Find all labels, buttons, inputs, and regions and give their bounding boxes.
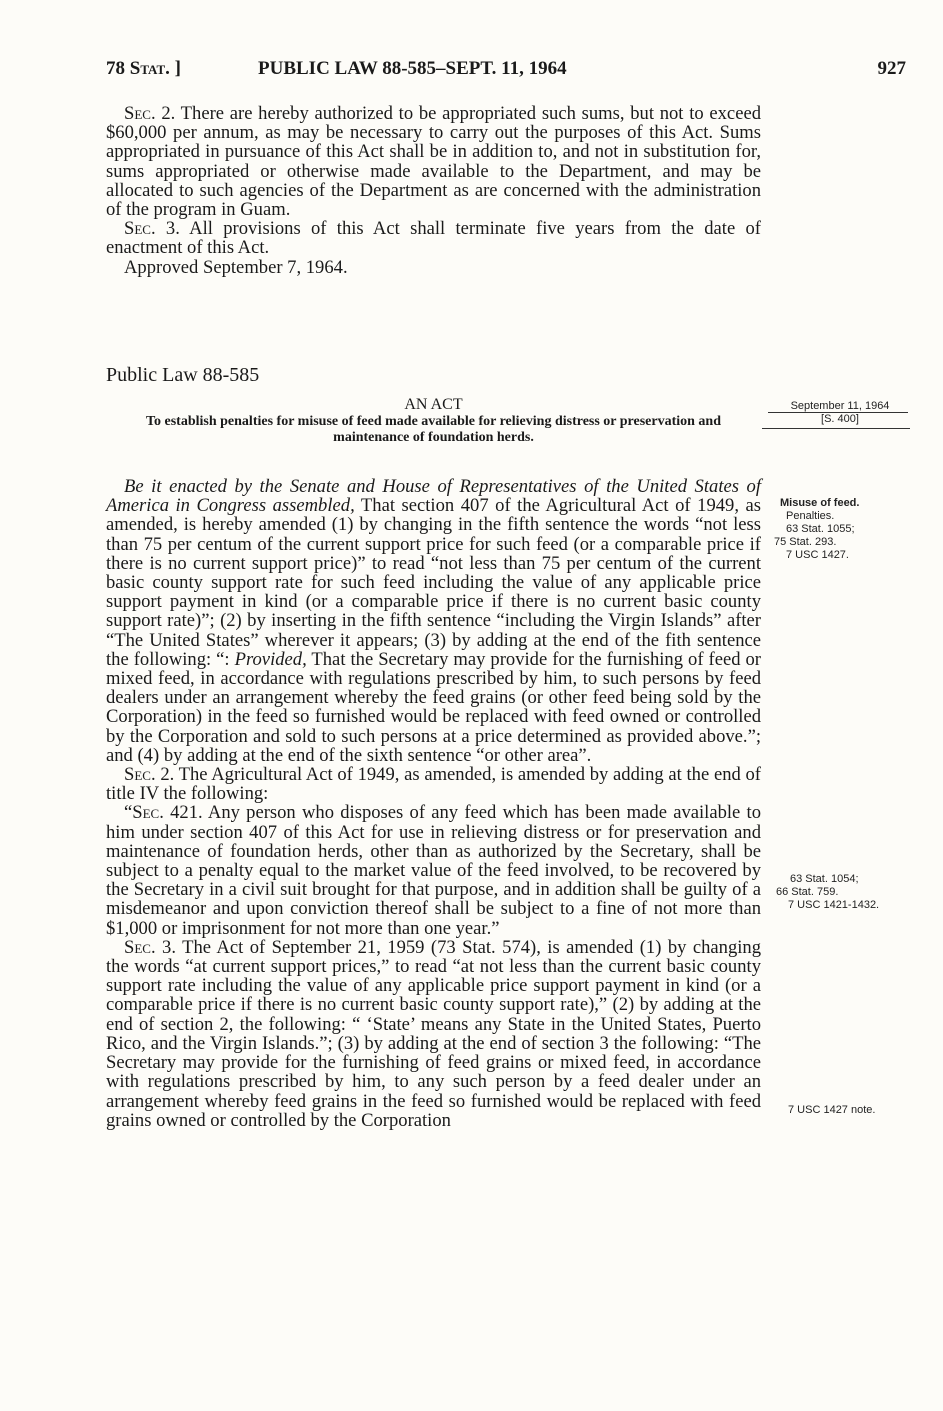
act-heading: [106, 395, 761, 446]
an-act-label: AN ACT: [404, 396, 463, 413]
act-purpose: To establish penalties for misuse of feed made available for relieving distress or preservation and maintenance of foundation herds.: [145, 414, 722, 446]
page-number: 927: [877, 58, 906, 79]
margin-note-misuse: Misuse of feed. Penalties. 63 Stat. 1055; 75 Stat. 293. 7 USC 1427.: [774, 497, 860, 561]
margin-bill-number: [S. 400]: [821, 413, 859, 425]
margin-date-block: [770, 400, 910, 426]
volume-citation: 78 Stat. ]: [106, 58, 181, 79]
margin-rule-bottom: [762, 428, 910, 429]
header-title: PUBLIC LAW 88-585–SEPT. 11, 1964: [258, 58, 567, 79]
act-body: [106, 477, 761, 1130]
margin-note-sec2: 63 Stat. 1054; 66 Stat. 759. 7 USC 1421-1432.: [776, 873, 880, 911]
prev-section-3: Sec. 3. All provisions of this Act shall terminate five years from the date of enactment of this Act.: [106, 218, 761, 259]
section-421: “Sec. 421. Any person who disposes of any feed which has been made available to him under section 407 of this Act for use in relieving distress or for preservation and maintenance of foundation herds, other than as authorized by the Secretary, shall be subject to a penalty equal to the market value of the feed involved, to be recovered by the Secretary in a civil suit brought for that purpose, and in addition shall be guilty of a misdemeanor and upon conviction thereof shall be subject to a fine of not more than $1,000 or imprisonment for not more than one year.”: [106, 802, 762, 939]
law-number: Public Law 88-585: [106, 364, 260, 386]
margin-rule-top: [768, 412, 908, 413]
enacting-clause: Be it enacted by the Senate and House of Representatives of the United States of America in Congress assembled, That section 407 of the Agricultural Act of 1949, as amended, is hereby amended (1) by changing in the fifth sentence the words “not less than 75 per centum of the current support price for such feed (or a comparable price if there is no current support price)” to read “not less than 75 per centum of the current basic county support rate for such feed including the value of any applicable price support payment in kind (or a comparable price if there is no current basic county support rate)”; (2) by inserting in the fifth sentence “including the Virgin Islands” after “The United States” wherever it appears; (3) by adding at the end of the fith sentence the following: “: Provided, That the Secretary may provide for the furnishing of feed or mixed feed, in accordance with regulations prescribed by him, to such persons by feed dealers under an arrangement whereby the feed grains (or other feed being sold by the Corporation) in the feed so furnished would be replaced with feed owned or controlled by the Corporation and sold to such persons at a price determined as provided above.”; and (4) by adding at the end of the sixth sentence “or other area”.: [106, 476, 762, 766]
act-section-3: Sec. 3. The Act of September 21, 1959 (73 Stat. 574), is amended (1) by changing the words “at current support prices,” to read “at not less than the current basic county support rate including the value of any applicable price support payment in kind (or a comparable price if there is no current basic county support rate),” (2) by adding at the end of section 2, the following: “ ‘State’ means any State in the United States, Puerto Rico, and the Virgin Islands.”; (3) by adding at the end of section 3 the following: “The Secretary may provide for the furnishing of feed grains or mixed feed, in accordance with regulations prescribed by him, to any such person by a feed dealer under an arrangement whereby feed grains in the feed so furnished would be replaced with feed grains owned or controlled by the Corporation: [106, 936, 762, 1131]
running-header: [106, 58, 906, 86]
margin-note-sec3: 7 USC 1427 note.: [788, 1104, 876, 1116]
approved-line: Approved September 7, 1964.: [124, 256, 348, 278]
previous-law-text: [106, 104, 761, 277]
act-section-2: Sec. 2. The Agricultural Act of 1949, as amended, is amended by adding at the end of title IV the following:: [106, 764, 761, 805]
prev-section-2: Sec. 2. There are hereby authorized to be appropriated such sums, but not to exceed $60,000 per annum, as may be necessary to carry out the purposes of this Act. Sums appropriated in pursuance of this Act shall be in addition to, and not in substitution for, sums appropriated or otherwise made available to the Department, and may be allocated to such agencies of the Department as are concerned with the administration of the program in Guam.: [106, 103, 761, 221]
public-law-title: [106, 366, 761, 385]
margin-date: September 11, 1964: [790, 400, 890, 412]
